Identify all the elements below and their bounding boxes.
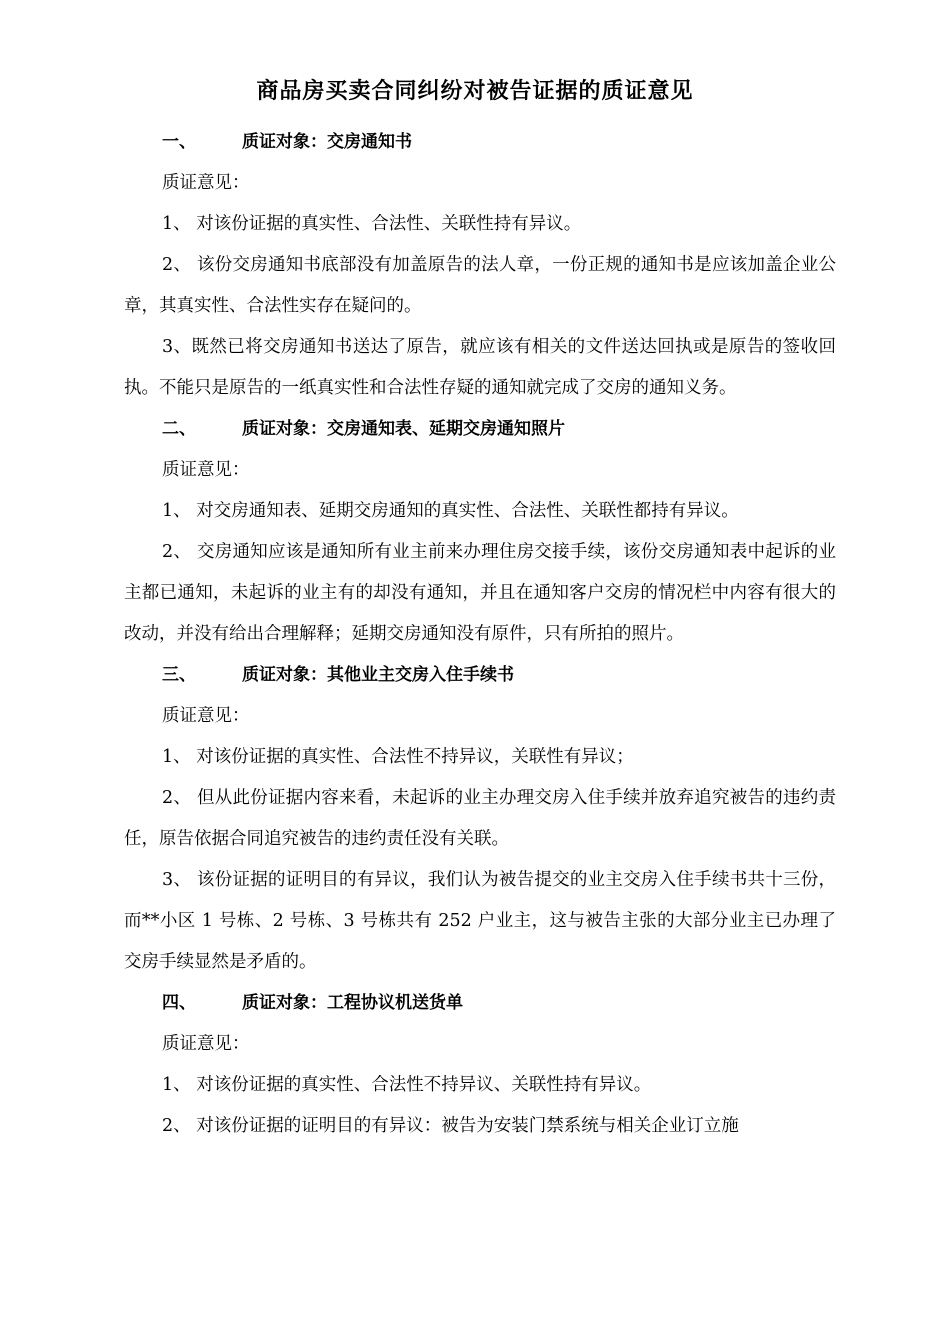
section-number: 二、 — [162, 419, 196, 439]
section-heading — [124, 655, 836, 696]
section-title: 质证对象：交房通知书 — [242, 132, 412, 152]
opinion-item: 2、 该份交房通知书底部没有加盖原告的法人章，一份正规的通知书是应该加盖企业公章，其真实性、合法性实存在疑问的。 — [124, 255, 836, 316]
section-heading — [124, 983, 836, 1024]
opinion-label: 质证意见： — [162, 1034, 250, 1054]
section-heading — [124, 409, 836, 450]
opinion-item: 1、 对该份证据的真实性、合法性不持异议，关联性有异议； — [162, 747, 634, 767]
document-title: 商品房买卖合同纠纷对被告证据的质证意见 — [256, 79, 694, 104]
section-number: 一、 — [162, 132, 196, 152]
opinion-label: 质证意见： — [162, 706, 250, 726]
opinion-item: 1、 对该份证据的真实性、合法性不持异议、关联性持有异议。 — [162, 1075, 652, 1095]
section-number: 四、 — [162, 993, 196, 1013]
opinion-item: 3、既然已将交房通知书送达了原告，就应该有相关的文件送达回执或是原告的签收回执。不能只是原告的一纸真实性和合法性存疑的通知就完成了交房的通知义务。 — [124, 337, 836, 398]
opinion-item: 1、 对该份证据的真实性、合法性、关联性持有异议。 — [162, 214, 582, 234]
section-heading — [124, 122, 836, 163]
document-body — [124, 122, 836, 1147]
opinion-item: 3、 该份证据的证明目的有异议，我们认为被告提交的业主交房入住手续书共十三份，而**小区 1 号栋、2 号栋、3 号栋共有 252 户业主，这与被告主张的大部分业主已办理了交房手续显然是矛盾的。 — [124, 870, 836, 972]
opinion-item: 1、 对交房通知表、延期交房通知的真实性、合法性、关联性都持有异议。 — [162, 501, 739, 521]
opinion-item: 2、 但从此份证据内容来看，未起诉的业主办理交房入住手续并放弃追究被告的违约责任，原告依据合同追究被告的违约责任没有关联。 — [124, 788, 836, 849]
section-title: 质证对象：工程协议机送货单 — [242, 993, 463, 1013]
section-number: 三、 — [162, 665, 196, 685]
opinion-label: 质证意见： — [162, 460, 250, 480]
opinion-item: 2、 对该份证据的证明目的有异议：被告为安装门禁系统与相关企业订立施 — [162, 1116, 739, 1136]
section-title: 质证对象：其他业主交房入住手续书 — [242, 665, 514, 685]
opinion-item: 2、 交房通知应该是通知所有业主前来办理住房交接手续，该份交房通知表中起诉的业主都已通知，未起诉的业主有的却没有通知，并且在通知客户交房的情况栏中内容有很大的改动，并没有给出合理解释；延期交房通知没有原件，只有所拍的照片。 — [124, 542, 836, 644]
opinion-label: 质证意见： — [162, 173, 250, 193]
section-title: 质证对象：交房通知表、延期交房通知照片 — [242, 419, 565, 439]
